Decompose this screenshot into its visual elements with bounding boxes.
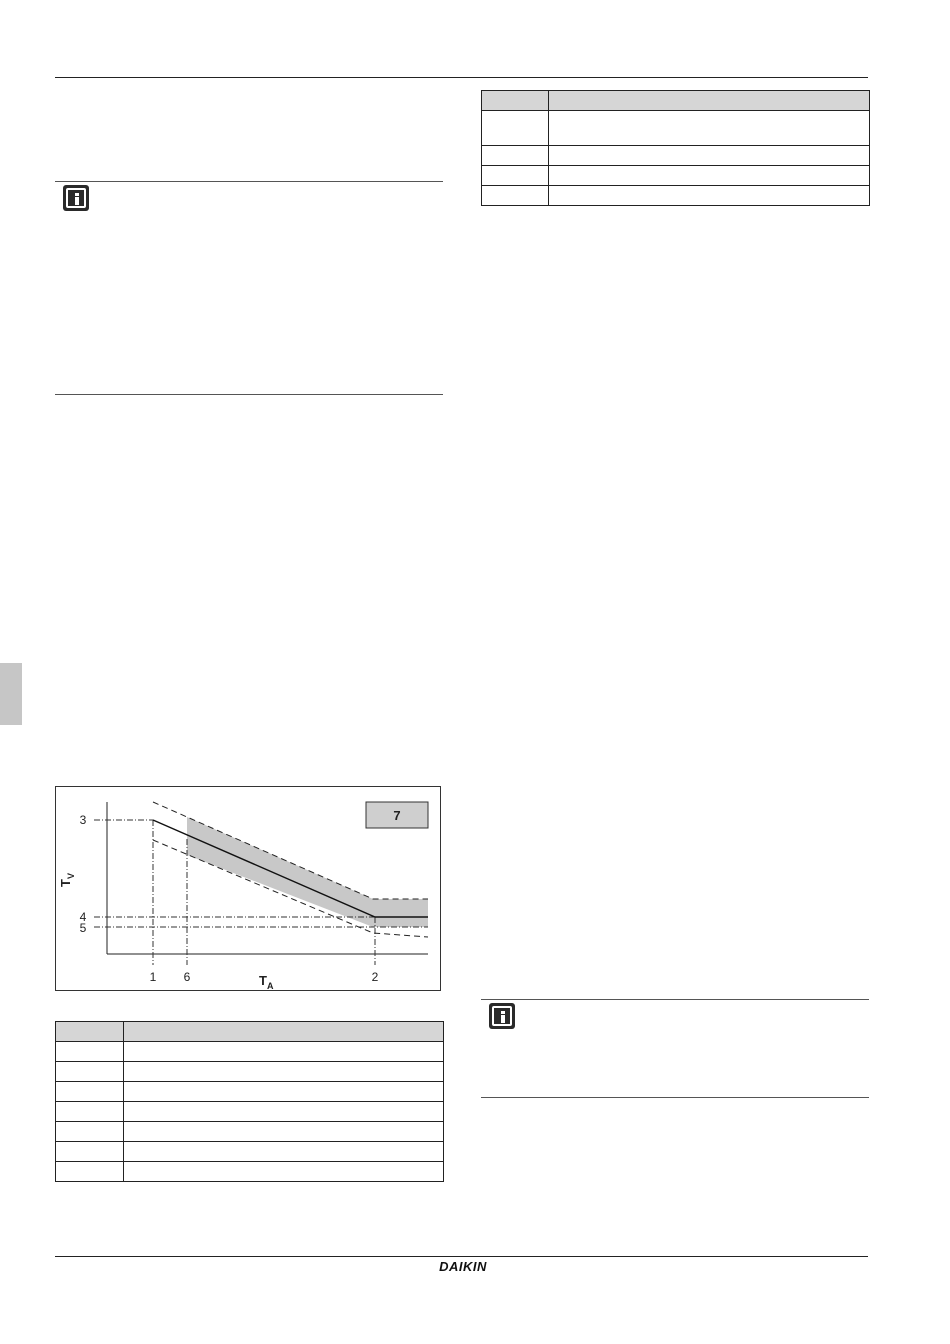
table-row — [482, 146, 870, 166]
y-axis-title — [58, 873, 76, 887]
table-header-row — [482, 91, 870, 111]
chapter-side-tab — [0, 663, 22, 725]
table-cell — [56, 1042, 124, 1062]
table-cell — [124, 1082, 444, 1102]
table-left-bottom — [55, 1021, 444, 1182]
table-row — [56, 1062, 444, 1082]
info-block-top-rule — [55, 181, 443, 182]
footer-rule — [55, 1256, 868, 1257]
info-block-bottom-rule — [55, 394, 443, 395]
table-cell — [124, 1142, 444, 1162]
table-cell — [482, 146, 549, 166]
table-cell — [482, 166, 549, 186]
table-right-top — [481, 90, 870, 206]
table-header-row — [56, 1022, 444, 1042]
table-row — [56, 1102, 444, 1122]
y-axis-title-sub: V — [66, 873, 76, 880]
table-cell — [124, 1062, 444, 1082]
table-cell — [56, 1062, 124, 1082]
table-cell — [124, 1122, 444, 1142]
info-icon — [489, 1003, 515, 1029]
table-cell — [549, 186, 870, 206]
table-cell — [56, 1122, 124, 1142]
table-row — [482, 186, 870, 206]
table-row — [56, 1162, 444, 1182]
table-header-cell — [56, 1022, 124, 1042]
tick-label-4: 4 — [79, 910, 87, 924]
table-cell — [56, 1102, 124, 1122]
table-row — [56, 1122, 444, 1142]
table-row — [482, 111, 870, 146]
table-cell — [56, 1082, 124, 1102]
tick-label-3: 3 — [79, 813, 87, 827]
tick-label-6: 6 — [183, 970, 191, 984]
x-axis-title-sub: A — [266, 981, 274, 991]
table-cell — [124, 1102, 444, 1122]
legend-tag-label: 7 — [393, 808, 401, 823]
tolerance-band — [187, 817, 428, 927]
table-cell — [549, 146, 870, 166]
table-cell — [56, 1162, 124, 1182]
table-cell — [124, 1162, 444, 1182]
table-cell — [56, 1142, 124, 1162]
info-block-bottom-rule — [481, 1097, 869, 1098]
y-axis-title-main: T — [58, 879, 73, 887]
table-header-cell — [482, 91, 549, 111]
x-axis-title — [259, 973, 274, 991]
info-icon — [63, 185, 89, 211]
chart-svg — [56, 787, 442, 992]
table-row — [482, 166, 870, 186]
table-header-cell — [124, 1022, 444, 1042]
table-row — [56, 1142, 444, 1162]
x-axis-title-main: T — [259, 973, 267, 988]
info-block-top-rule — [481, 999, 869, 1000]
tick-label-5: 5 — [79, 921, 87, 935]
table-cell — [482, 111, 549, 146]
table-cell — [549, 111, 870, 146]
table-row — [56, 1042, 444, 1062]
table-cell — [482, 186, 549, 206]
daikin-logo: DAIKIN — [439, 1259, 487, 1274]
table-cell — [549, 166, 870, 186]
table-cell — [124, 1042, 444, 1062]
tick-label-1: 1 — [149, 970, 157, 984]
tick-label-2: 2 — [371, 970, 379, 984]
table-row — [56, 1082, 444, 1102]
weather-curve-chart — [55, 786, 441, 991]
header-rule — [55, 77, 868, 78]
table-header-cell — [549, 91, 870, 111]
